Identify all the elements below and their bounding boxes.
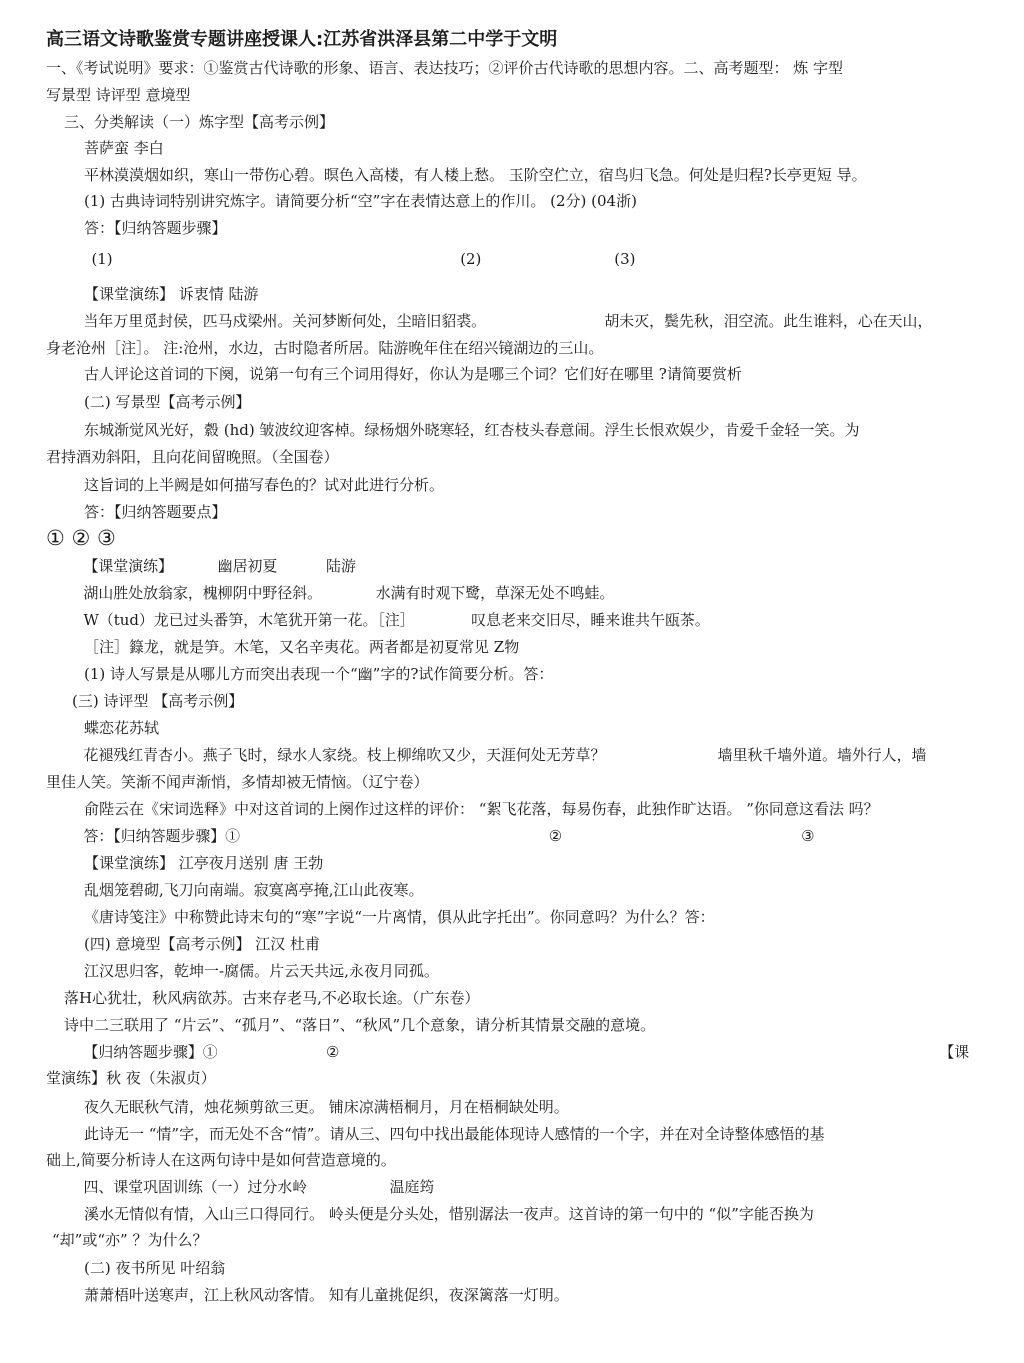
poem-text: 江汉思归客，乾坤一-腐儒。片云天共远,永夜月同孤。 bbox=[84, 962, 439, 980]
section-heading: (二) 写景型【高考示例】 bbox=[84, 393, 251, 411]
poem-text: 东城渐觉风光好，縠 (hd) 皱波纹迎客棹。绿杨烟外晓寒轻，红杏枝头春意闹。浮生长恨欢娱少，肯爱千金轻一笑。为 bbox=[84, 421, 860, 439]
note-text: ［注］籙龙，就是笋。木笔，又名辛夷花。两者都是初夏常见 Z物 bbox=[84, 638, 520, 656]
question-text: 俞陛云在《宋词选释》中对这首词的上阕作过这样的评价： “絮飞花落，每易伤春，此独作旷达语。 ”你同意这看法 吗？ bbox=[84, 800, 879, 818]
section-heading: 三、分类解读（一）炼字型【高考示例】 bbox=[64, 113, 335, 131]
section-heading: 堂演练】秋 夜（朱淑贞） bbox=[46, 1069, 216, 1087]
question-text: “却”或“亦” ？为什么？ bbox=[52, 1231, 208, 1249]
answer-steps: 【归纳答题步骤】① ② 【课 bbox=[83, 1043, 970, 1061]
question-text: (1) 诗人写景是从哪儿方而突出表现一个“幽”字的?试作简要分析。答： bbox=[84, 665, 554, 683]
poem-title: 蝶恋花苏轼 bbox=[84, 719, 160, 737]
question-text: 古人评论这首词的下阕，说第一句有三个词用得好，你认为是哪三个词？它们好在哪里 ?请简要赏析 bbox=[84, 365, 742, 383]
poem-text: 乱烟笼碧砌,飞刀向南端。寂寞离亭掩,江山此夜寒。 bbox=[84, 881, 424, 899]
section-heading: (三) 诗评型 【高考示例】 bbox=[72, 692, 244, 710]
question-text: 础上,简要分析诗人在这两句诗中是如何营造意境的。 bbox=[46, 1151, 396, 1169]
section-heading: 四、课堂巩固训练（一）过分水岭 温庭筠 bbox=[83, 1178, 435, 1196]
step-1: (1) bbox=[91, 250, 113, 268]
text-line: 一、《考试说明》要求：①鉴赏古代诗歌的形象、语言、表达技巧；②评价古代诗歌的思想内容。二、高考题型： 炼 字型 bbox=[46, 59, 844, 77]
answer-steps: 答：【归纳答题步骤】① ② ③ bbox=[83, 827, 815, 845]
poem-text: 里佳人笑。笑渐不闻声渐悄，多情却被无情恼。（辽宁卷） bbox=[46, 773, 429, 791]
section-heading: (二) 夜书所见 叶绍翁 bbox=[84, 1259, 226, 1277]
poem-text: 萧萧梧叶送寒声，江上秋风动客情。 知有儿童挑促织，夜深篱落一灯明。 bbox=[84, 1286, 569, 1304]
question-text: 《唐诗笺注》中称赞此诗末句的“寒”字说“一片离情，俱从此字托出”。你同意吗？为什么？答： bbox=[84, 908, 715, 926]
poem-text: 当年万里觅封侯，匹马戍梁州。关河梦断何处，尘暗旧貂裘。 胡未灭，鬓先秋，泪空流。此生谁料，心在天山， bbox=[83, 312, 933, 330]
section-heading: 【课堂演练】 江亭夜月送别 唐 王勃 bbox=[84, 854, 324, 872]
section-heading: 【课堂演练】 诉衷情 陆游 bbox=[84, 285, 259, 303]
poem-text: 溪水无情似有情，入山三口得同行。 岭头便是分头处，惜别潺法一夜声。这首诗的第一句中的 “似”字能否换为 bbox=[84, 1205, 814, 1223]
poem-text: 落H心犹壮，秋风病欲苏。古来存老马,不必取长途。（广东卷） bbox=[64, 989, 480, 1007]
poem-title: 菩萨蛮 李白 bbox=[84, 139, 164, 157]
section-heading: (四) 意境型【高考示例】 江汉 杜甫 bbox=[84, 935, 321, 953]
text-line: 写景型 诗评型 意境型 bbox=[46, 86, 191, 104]
question-text: 诗中二三联用了 “片云”、“孤月”、“落日”、“秋风”几个意象，请分析其情景交融的意境。 bbox=[64, 1016, 656, 1034]
poem-text: 湖山胜处放翁家，槐柳阴中野径斜。 水满有时观下鹭，草深无处不鸣蛙。 bbox=[83, 584, 615, 602]
note-text: 身老沧州［注］。 注:沧州，水边，古时隐者所居。陆游晚年住在绍兴镜湖边的三山。 bbox=[46, 339, 604, 357]
step-2: (2) bbox=[460, 250, 482, 268]
poem-text: 君持酒劝斜阳，且向花间留晚照。（全国卷） bbox=[46, 448, 339, 466]
answer-label: 答：【归纳答题步骤】 bbox=[84, 219, 227, 237]
poem-text: W（tud）龙已过头番笋，木笔犹开第一花。［注］ 叹息老来交旧尽，睡来谁共午瓯茶。 bbox=[83, 611, 710, 629]
section-heading: 【课堂演练】 幽居初夏 陆游 bbox=[83, 557, 356, 575]
poem-text: 夜久无眠秋气清，烛花频剪欲三更。 铺床凉满梧桐月，月在梧桐缺处明。 bbox=[84, 1098, 569, 1116]
doc-title: 高三语文诗歌鉴赏专题讲座授课人:江苏省洪泽县第二中学于文明 bbox=[46, 29, 558, 50]
question-text: (1) 古典诗词特别讲究炼字。请简要分析“空”字在表情达意上的作川。 (2分) (04浙) bbox=[84, 192, 637, 210]
question-text: 此诗无一 “情”字，而无处不含“情”。请从三、四句中找出最能体现诗人感情的一个字，并在对全诗整体感悟的基 bbox=[84, 1125, 825, 1143]
poem-text: 花褪残红青杏小。燕子飞时，绿水人家绕。枝上柳绵吹又少，天涯何处无芳草？ 墙里秋千墙外道。墙外行人，墙 bbox=[83, 746, 927, 764]
answer-markers: ① ② ③ bbox=[46, 526, 116, 550]
question-text: 这旨词的上半阙是如何描写春色的？试对此进行分析。 bbox=[84, 476, 445, 494]
poem-text: 平林漠漠烟如织，寒山一带伤心碧。暝色入高楼，有人楼上愁。 玉阶空伫立，宿鸟归飞急。何处是归程?长亭更短 导。 bbox=[84, 166, 867, 184]
answer-label: 答：【归纳答题要点】 bbox=[84, 503, 227, 521]
step-3: (3) bbox=[614, 250, 636, 268]
answer-steps bbox=[0, 249, 1018, 269]
